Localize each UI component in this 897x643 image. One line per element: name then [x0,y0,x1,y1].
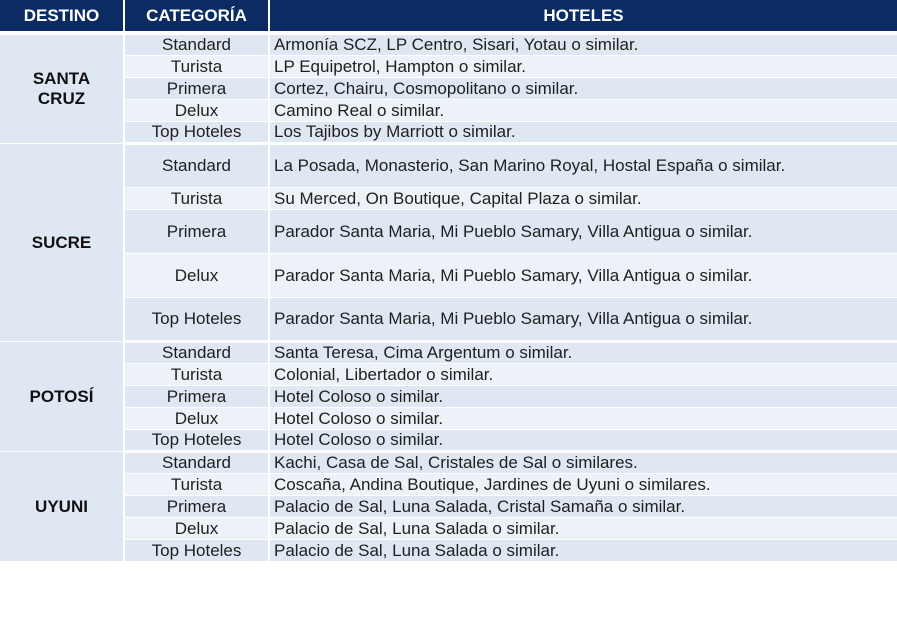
table-header [0,0,897,33]
table-row [0,386,897,408]
categoria-cell: Turista [124,474,269,496]
categoria-cell: Standard [124,144,269,188]
header-row [0,0,897,33]
table-row [0,122,897,144]
categoria-cell: Primera [124,386,269,408]
table-row [0,452,897,474]
table-row [0,188,897,210]
table-row [0,430,897,452]
destino-cell-uyuni [0,452,124,562]
destino-label: SUCRE [31,232,92,252]
table-row [0,364,897,386]
header-categoria: CATEGORÍA [124,0,269,33]
hoteles-cell: Santa Teresa, Cima Argentum o similar. [269,342,897,364]
header-hoteles: HOTELES [269,0,897,33]
categoria-cell: Primera [124,496,269,518]
hoteles-cell: Cortez, Chairu, Cosmopolitano o similar. [269,78,897,100]
destino-cell-santa-cruz [0,33,124,144]
hoteles-cell: Camino Real o similar. [269,100,897,122]
categoria-cell: Delux [124,408,269,430]
hoteles-cell: Palacio de Sal, Luna Salada o similar. [269,518,897,540]
table-row [0,254,897,298]
header-destino: DESTINO [0,0,124,33]
categoria-cell: Standard [124,33,269,56]
destino-label: POTOSÍ [29,386,94,406]
table-row [0,540,897,562]
categoria-cell: Primera [124,210,269,254]
hoteles-cell: Coscaña, Andina Boutique, Jardines de Uyuni o similares. [269,474,897,496]
hoteles-cell: Hotel Coloso o similar. [269,430,897,452]
table-row [0,408,897,430]
destino-cell-sucre [0,144,124,342]
table-row [0,33,897,56]
categoria-cell: Delux [124,518,269,540]
hoteles-cell: Su Merced, On Boutique, Capital Plaza o similar. [269,188,897,210]
hoteles-cell: Hotel Coloso o similar. [269,408,897,430]
categoria-cell: Top Hoteles [124,122,269,144]
table-row [0,144,897,188]
table-row [0,518,897,540]
hoteles-cell: Parador Santa Maria, Mi Pueblo Samary, Villa Antigua o similar. [269,298,897,342]
hoteles-cell: Parador Santa Maria, Mi Pueblo Samary, Villa Antigua o similar. [269,210,897,254]
hoteles-cell: LP Equipetrol, Hampton o similar. [269,56,897,78]
categoria-cell: Top Hoteles [124,298,269,342]
hoteles-cell: La Posada, Monasterio, San Marino Royal, Hostal España o similar. [269,144,897,188]
categoria-cell: Top Hoteles [124,540,269,562]
categoria-cell: Primera [124,78,269,100]
table-row [0,210,897,254]
table-row [0,474,897,496]
table-row [0,100,897,122]
table-row [0,298,897,342]
categoria-cell: Standard [124,342,269,364]
categoria-cell: Delux [124,254,269,298]
destino-label: UYUNI [35,496,88,516]
hoteles-cell: Colonial, Libertador o similar. [269,364,897,386]
table-row [0,56,897,78]
table-row [0,342,897,364]
destino-label: SANTA CRUZ [32,69,91,108]
destino-cell-potosi [0,342,124,452]
hoteles-cell: Los Tajibos by Marriott o similar. [269,122,897,144]
table-body [0,33,897,562]
hoteles-cell: Armonía SCZ, LP Centro, Sisari, Yotau o similar. [269,33,897,56]
categoria-cell: Delux [124,100,269,122]
categoria-cell: Turista [124,364,269,386]
categoria-cell: Standard [124,452,269,474]
hoteles-cell: Palacio de Sal, Luna Salada, Cristal Samaña o similar. [269,496,897,518]
hoteles-cell: Kachi, Casa de Sal, Cristales de Sal o similares. [269,452,897,474]
categoria-cell: Turista [124,188,269,210]
hoteles-cell: Hotel Coloso o similar. [269,386,897,408]
table-row [0,78,897,100]
categoria-cell: Turista [124,56,269,78]
table-row [0,496,897,518]
hoteles-cell: Parador Santa Maria, Mi Pueblo Samary, Villa Antigua o similar. [269,254,897,298]
hoteles-cell: Palacio de Sal, Luna Salada o similar. [269,540,897,562]
categoria-cell: Top Hoteles [124,430,269,452]
